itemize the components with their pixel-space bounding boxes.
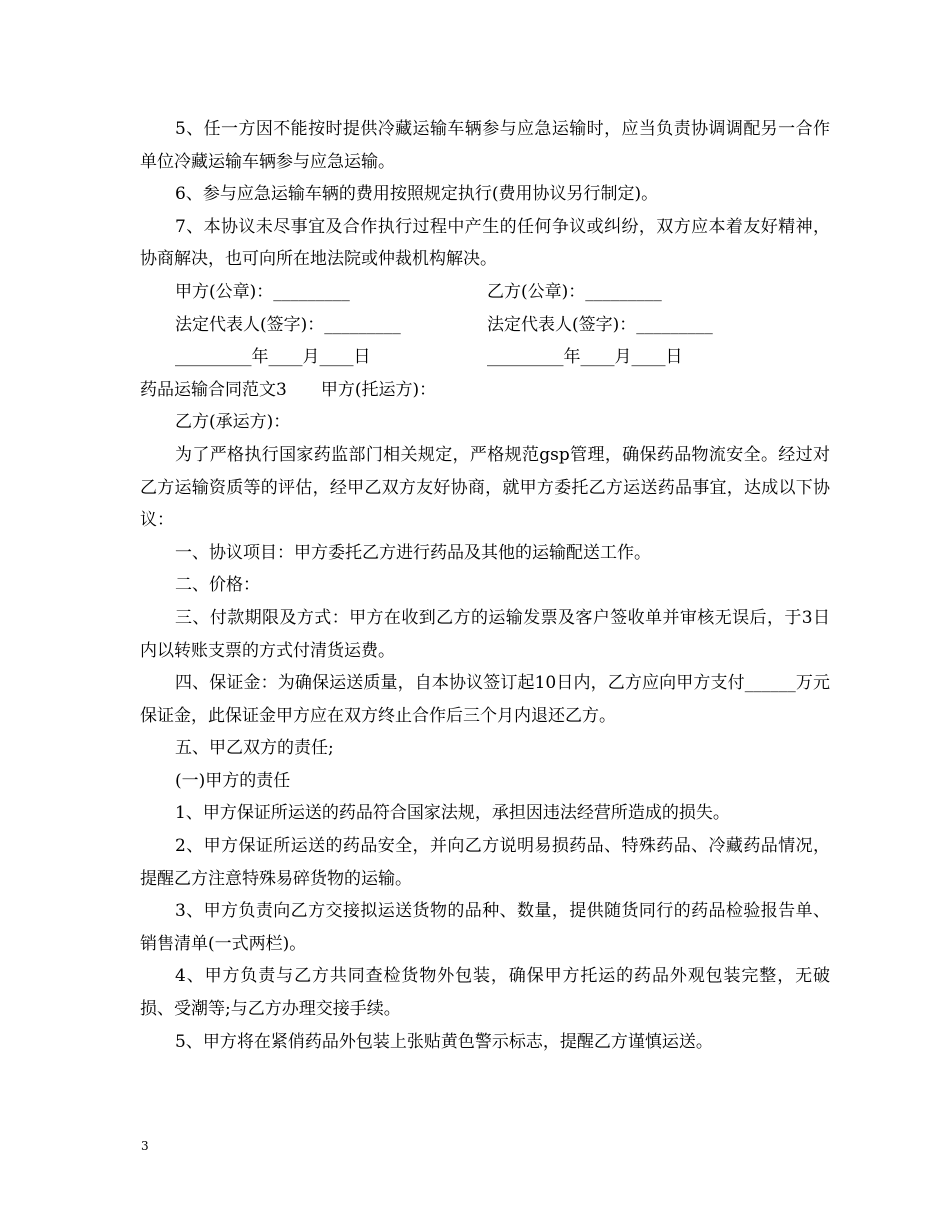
party-a-rep-label: 法定代表人(签字)：_________ [175,314,401,335]
page-number: 3 [141,1139,149,1153]
party-a-date-label: _________年____月____日 [175,347,371,368]
paragraph-clause-6: 6、参与应急运输车辆的费用按照规定执行(费用协议另行制定)。 [175,184,659,205]
paragraph-item-price: 二、价格： [175,575,260,596]
party-b-date-label: _________年____月____日 [487,347,683,368]
paragraph-responsibility-2: 2、甲方保证所运送的药品安全，并向乙方说明易损药品、特殊药品、冷藏药品情况，提醒乙方注意特殊易碎货物的运输。 [140,836,830,889]
paragraph-item-payment: 三、付款期限及方式：甲方在收到乙方的运输发票及客户签收单并审核无误后，于3日内以转账支票的方式付清货运费。 [140,607,830,661]
paragraph-clause-7: 7、本协议未尽事宜及合作执行过程中产生的任何争议或纠纷，双方应本着友好精神，协商解决，也可向所在地法院或仲裁机构解决。 [140,216,830,270]
paragraph-responsibility-1: 1、甲方保证所运送的药品符合国家法规，承担因违法经营所造成的损失。 [175,803,730,824]
paragraph-item-deposit: 四、保证金：为确保运送质量，自本协议签订起10日内，乙方应向甲方支付______万元保证金，此保证金甲方应在双方终止合作后三个月内退还乙方。 [140,673,830,726]
paragraph-party-a-responsibility-heading: (一)甲方的责任 [175,770,291,791]
paragraph-responsibility-4: 4、甲方负责与乙方共同查检货物外包装，确保甲方托运的药品外观包装完整，无破损、受潮等;与乙方办理交接手续。 [140,966,830,1020]
paragraph-preamble: 为了严格执行国家药监部门相关规定，严格规范gsp管理，确保药品物流安全。经过对乙方运输资质等的评估，经甲乙双方友好协商，就甲方委托乙方运送药品事宜，达成以下协议： [140,444,830,531]
party-b-rep-label: 法定代表人(签字)：_________ [487,314,713,335]
contract-heading-line: 药品运输合同范文3 甲方(托运方)： [140,379,437,400]
paragraph-item-project: 一、协议项目：甲方委托乙方进行药品及其他的运输配送工作。 [175,542,651,563]
paragraph-responsibility-5: 5、甲方将在紧俏药品外包装上张贴黄色警示标志，提醒乙方谨慎运送。 [175,1031,713,1052]
paragraph-clause-5: 5、任一方因不能按时提供冷藏运输车辆参与应急运输时，应当负责协调调配另一合作单位冷藏运输车辆参与应急运输。 [140,119,830,172]
paragraph-item-responsibilities: 五、甲乙双方的责任; [175,738,334,759]
paragraph-party-b: 乙方(承运方)： [175,412,291,433]
signature-row-date [140,341,830,374]
paragraph-responsibility-3: 3、甲方负责向乙方交接拟运送货物的品种、数量，提供随货同行的药品检验报告单、销售清单(一式两栏)。 [140,901,830,954]
document-body [140,113,830,1058]
signature-row-seal [140,276,830,309]
party-b-seal-label: 乙方(公章)：_________ [487,281,662,302]
signature-row-representative [140,309,830,342]
party-a-seal-label: 甲方(公章)：_________ [175,281,350,302]
